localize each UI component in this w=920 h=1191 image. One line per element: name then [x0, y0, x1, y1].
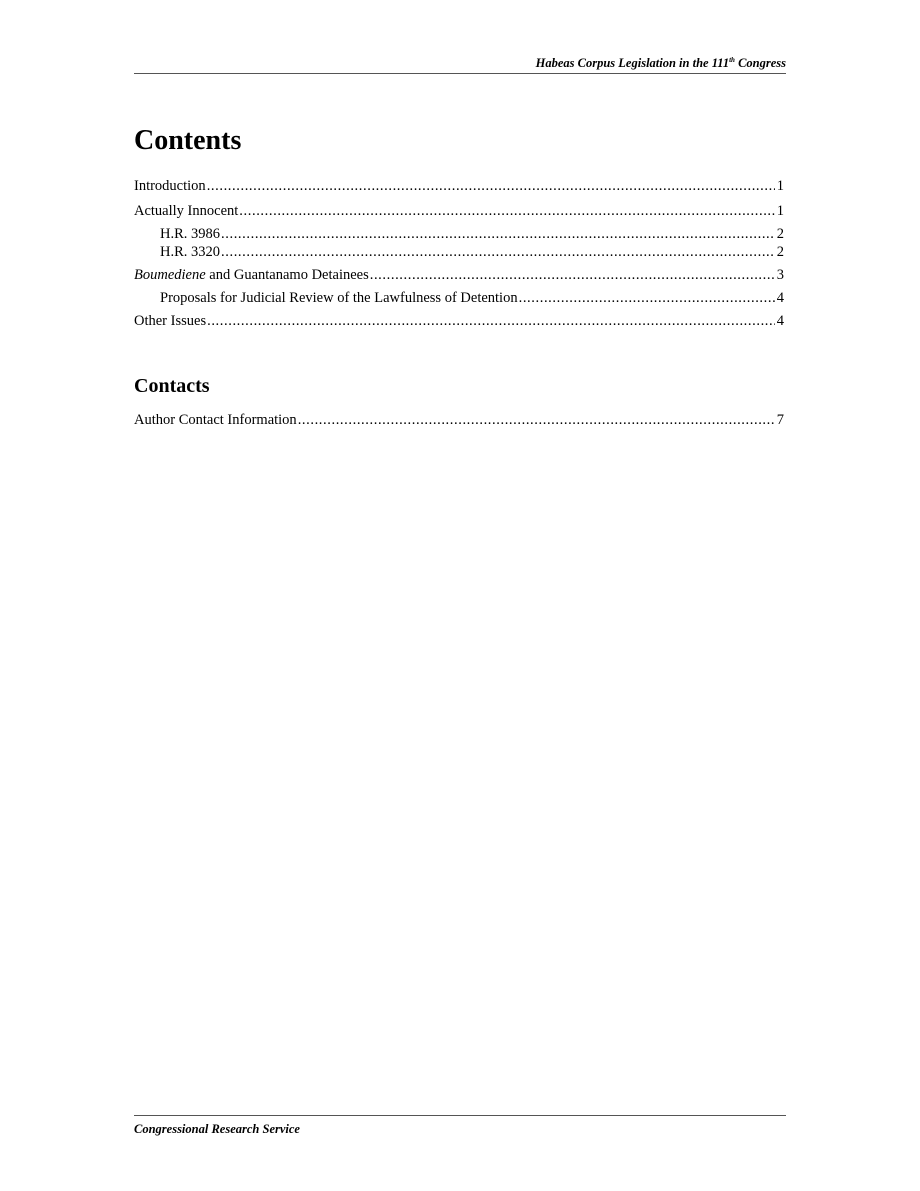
toc-page-number: 1: [776, 203, 784, 219]
toc-entry-actually-innocent[interactable]: [134, 202, 784, 220]
running-header: [134, 54, 786, 74]
dot-leader: [370, 266, 775, 284]
dot-leader: [239, 202, 774, 220]
toc-entry-label[interactable]: Actually Innocent: [134, 203, 239, 219]
toc-entry-judicial-review-proposals[interactable]: [160, 289, 784, 307]
dot-leader: [207, 312, 775, 330]
dot-leader: [221, 225, 775, 243]
toc-entry-label-italic: Boumediene: [134, 267, 206, 283]
toc-entry-label[interactable]: Introduction: [134, 178, 206, 194]
toc-entry-author-contact-information[interactable]: [134, 411, 784, 429]
dot-leader: [207, 177, 775, 195]
dot-leader: [221, 243, 775, 261]
toc-page-number: 4: [776, 313, 784, 329]
header-title-tail: Congress: [734, 56, 786, 70]
toc-entry-label[interactable]: H.R. 3986: [160, 226, 221, 242]
header-title-main: Habeas Corpus Legislation in the 111: [535, 56, 730, 70]
contacts-heading: Contacts: [134, 375, 210, 397]
contents-heading: Contents: [134, 125, 242, 156]
toc-entry-label[interactable]: Author Contact Information: [134, 412, 297, 428]
toc-entry-label-rest: and Guantanamo Detainees: [205, 267, 369, 283]
toc-entry-hr-3986[interactable]: [160, 225, 784, 243]
dot-leader: [519, 289, 775, 307]
toc-entry-introduction[interactable]: [134, 177, 784, 195]
toc-entry-label[interactable]: Other Issues: [134, 313, 207, 329]
toc-entry-hr-3320[interactable]: [160, 243, 784, 261]
toc-page-number: 7: [776, 412, 784, 428]
toc-page-number: 1: [776, 178, 784, 194]
toc-entry-label[interactable]: Proposals for Judicial Review of the Lawfulness of Detention: [160, 290, 518, 306]
toc-page-number: 2: [776, 244, 784, 260]
toc-entry-boumediene[interactable]: [134, 266, 784, 284]
running-footer: [134, 1115, 786, 1138]
toc-entry-other-issues[interactable]: [134, 312, 784, 330]
toc-entry-label[interactable]: H.R. 3320: [160, 244, 221, 260]
toc-page-number: 3: [776, 267, 784, 283]
header-title-superscript: th: [729, 56, 735, 64]
dot-leader: [298, 411, 775, 429]
toc-page-number: 2: [776, 226, 784, 242]
footer-text: Congressional Research Service: [134, 1122, 300, 1136]
toc-entry-label[interactable]: [134, 266, 369, 284]
toc-page-number: 4: [776, 290, 784, 306]
